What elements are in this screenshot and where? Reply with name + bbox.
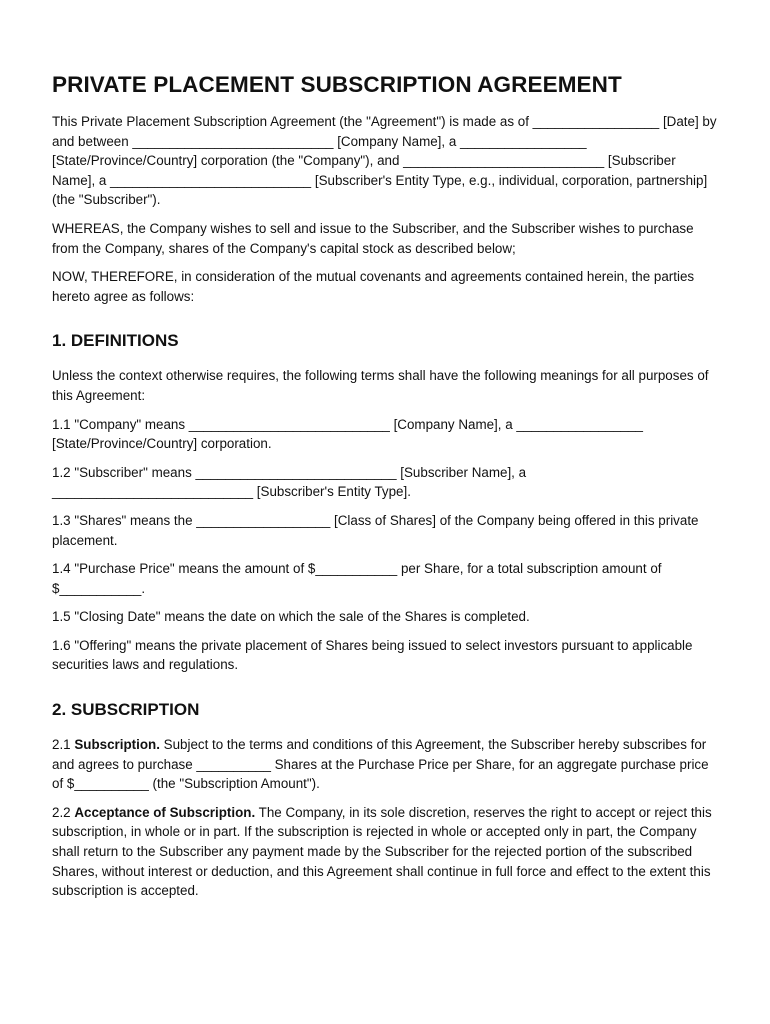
whereas-paragraph: WHEREAS, the Company wishes to sell and issue to the Subscriber, and the Subscriber wishes to purchase from the Company, shares of the Company's capital stock as described below; xyxy=(52,220,694,256)
clause-lead: Subscription. xyxy=(74,737,160,753)
definitions-intro: Unless the context otherwise requires, the following terms shall have the following meanings for all purposes of this Agreement: xyxy=(52,368,709,403)
document-page xyxy=(52,70,718,910)
section-heading-subscription: 2. SUBSCRIPTION xyxy=(52,700,200,720)
definition-purchase-price: 1.4 "Purchase Price" means the amount of $___________ per Share, for a total subscription amount of $___________. xyxy=(52,561,662,596)
definition-shares: 1.3 "Shares" means the __________________ [Class of Shares] of the Company being offered in this private placement. xyxy=(52,512,699,548)
definition-closing-date: 1.5 "Closing Date" means the date on which the sale of the Shares is completed. xyxy=(52,609,530,625)
document-title: PRIVATE PLACEMENT SUBSCRIPTION AGREEMENT xyxy=(52,72,622,97)
section-heading-definitions: 1. DEFINITIONS xyxy=(52,331,179,351)
clause-body: Subject to the terms and conditions of this Agreement, the Subscriber hereby subscribes for and agrees to purchase __________ Shares at the Purchase Price per Share, for an aggregate purchase price of $__________ (the "Subscription Amount"). xyxy=(52,737,709,792)
clause-lead: Acceptance of Subscription. xyxy=(74,804,256,820)
clause-number: 2.1 xyxy=(52,737,71,753)
clause-subscription xyxy=(52,735,718,794)
definition-offering: 1.6 "Offering" means the private placement of Shares being issued to select investors pursuant to applicable securities laws and regulations. xyxy=(52,637,693,673)
clause-body: The Company, in its sole discretion, reserves the right to accept or reject this subscription, in whole or in part. If the subscription is rejected in whole or accepted only in part, the Company shall return to the Subscriber any payment made by the Subscriber for the rejected portion of the subscribed Shares, without interest or deduction, and this Agreement shall continue in full force and effect to the extent this subscription is accepted. xyxy=(52,804,712,899)
clause-number: 2.2 xyxy=(52,804,71,820)
now-therefore-paragraph: NOW, THEREFORE, in consideration of the mutual covenants and agreements contained herein, the parties hereto agree as follows: xyxy=(52,269,695,304)
intro-paragraph: This Private Placement Subscription Agreement (the "Agreement") is made as of _________________ [Date] by and between ___________________________ [Company Name], a _________________ [State/Province/Country] corporation (the "Company"), and ___________________________ [Subscriber Name], a ___________________________ [Subscriber's Entity Type, e.g., individual, corporation, partnership] (the "Subscriber"). xyxy=(52,114,717,208)
definition-company: 1.1 "Company" means ___________________________ [Company Name], a _________________ [State/Province/Country] corporation. xyxy=(52,416,643,452)
clause-acceptance xyxy=(52,803,718,901)
definition-subscriber: 1.2 "Subscriber" means ___________________________ [Subscriber Name], a ___________________________ [Subscriber's Entity Type]. xyxy=(52,464,527,500)
